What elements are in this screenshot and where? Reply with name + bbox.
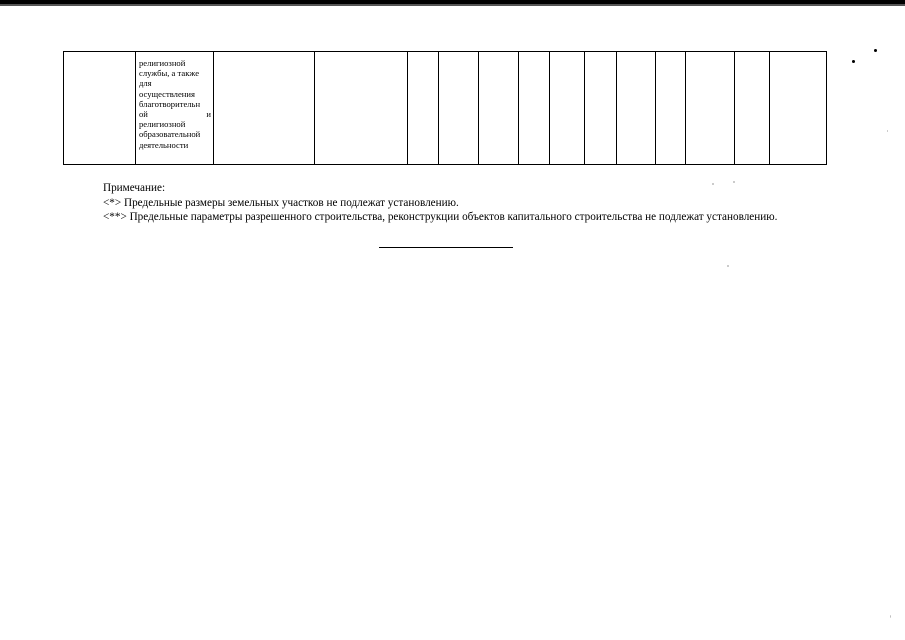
cell-line: религиозной — [139, 119, 186, 130]
table-cell-empty — [585, 52, 617, 165]
separator-line — [379, 247, 513, 248]
scan-top-edge-shadow — [0, 4, 905, 6]
table-cell-empty — [656, 52, 686, 165]
cell-line: религиозной — [139, 58, 186, 68]
table-cell-empty — [735, 52, 770, 165]
table-cell-empty — [519, 52, 550, 165]
table-cell-empty — [617, 52, 656, 165]
scan-speck — [727, 265, 729, 267]
table-cell-empty — [770, 52, 827, 165]
cell-line: службы, а также — [139, 68, 200, 79]
cell-line: благотворительн — [139, 98, 201, 109]
table-cell-empty — [64, 52, 136, 165]
cell-word: ой — [139, 109, 148, 120]
scan-speck — [887, 130, 888, 132]
table-cell-empty — [439, 52, 479, 165]
table-cell-empty — [214, 52, 315, 165]
table-row — [64, 52, 827, 165]
table-cell-empty — [315, 52, 408, 165]
scan-speck — [874, 49, 877, 52]
cell-line — [139, 109, 211, 119]
cell-line: образовательной — [139, 129, 201, 140]
cell-line: для — [139, 78, 152, 89]
table-cell-empty — [479, 52, 519, 165]
note-title: Примечание: — [103, 182, 166, 194]
scan-speck — [852, 60, 855, 63]
note-item: <**> Предельные параметры разрешенного строительства, реконструкции объектов капитального строительства не подлежат установлению. — [103, 211, 778, 223]
permitted-use-description — [136, 52, 213, 150]
note-block — [103, 181, 786, 225]
scan-speck — [890, 615, 891, 618]
table-cell-empty — [550, 52, 585, 165]
cell-line: осуществления — [139, 88, 195, 99]
table-cell-description — [136, 52, 214, 165]
note-item: <*> Предельные размеры земельных участков не подлежат установлению. — [103, 196, 459, 209]
cell-line: деятельности — [139, 139, 189, 150]
table-cell-empty — [686, 52, 735, 165]
cell-word: и — [206, 109, 211, 120]
table-cell-empty — [408, 52, 439, 165]
document-table — [63, 51, 827, 165]
